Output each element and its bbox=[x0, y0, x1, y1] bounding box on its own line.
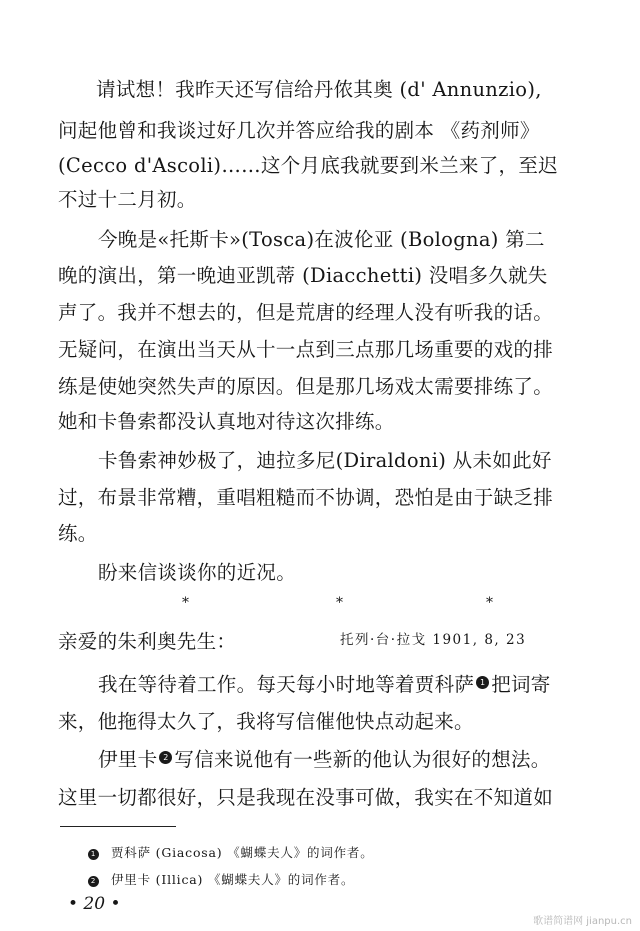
body-line-12: 过，布景非常糟，重唱粗糙而不协调，恐怕是由于缺乏排 bbox=[58, 486, 554, 509]
salutation: 亲爱的朱利奥先生： bbox=[58, 630, 237, 653]
footnote-marker: 1 bbox=[88, 849, 99, 860]
footnote-text: 伊里卡 (Illica) 《蝴蝶夫人》的词作者。 bbox=[111, 872, 355, 887]
body-line-11: 卡鲁索神妙极了，迪拉多尼(Diraldoni) 从未如此好 bbox=[98, 449, 552, 472]
site-watermark: 歌谱简谱网 jianpu.cn bbox=[533, 916, 632, 927]
footnote-marker: 2 bbox=[159, 751, 172, 764]
body-line-10: 她和卡鲁索都没认真地对待这次排练。 bbox=[58, 410, 395, 433]
body-line-13: 练。 bbox=[58, 522, 98, 545]
body-line-1: 请试想！我昨天还写信给丹侬其奥 (d' Annunzio), bbox=[96, 78, 542, 101]
body-line-8: 无疑问，在演出当天从十一点到三点那几场重要的戏的排 bbox=[58, 338, 554, 361]
page-number: • 20 • bbox=[68, 894, 121, 914]
footnote-2 bbox=[88, 871, 354, 889]
separator-star: * bbox=[182, 595, 189, 611]
footnote-text: 贾科萨 (Giacosa) 《蝴蝶夫人》的词作者。 bbox=[111, 845, 374, 860]
letter2-line-4: 这里一切都很好，只是我现在没事可做，我实在不知道如 bbox=[58, 786, 554, 809]
body-line-4: 不过十二月初。 bbox=[58, 188, 197, 211]
body-line-2: 问起他曾和我谈过好几次并答应给我的剧本 《药剂师》 bbox=[58, 119, 540, 142]
body-line-9: 练是使她突然失声的原因。但是那几场戏太需要排练了。 bbox=[58, 375, 554, 398]
letter2-line-3 bbox=[98, 746, 551, 774]
letter2-text: 我在等待着工作。每天每小时地等着贾科萨 bbox=[98, 673, 475, 696]
body-line-3: (Cecco d'Ascoli)……这个月底我就要到米兰来了，至迟 bbox=[58, 154, 558, 177]
letter2-line-1 bbox=[98, 671, 551, 699]
footnote-marker: 1 bbox=[476, 676, 489, 689]
body-line-14: 盼来信谈谈你的近况。 bbox=[98, 561, 297, 584]
letter2-text: 写信来说他有一些新的他认为很好的想法。 bbox=[174, 748, 551, 771]
dateline: 托列·台·拉戈 1901, 8, 23 bbox=[340, 632, 527, 648]
body-line-7: 声了。我并不想去的，但是荒唐的经理人没有听我的话。 bbox=[58, 301, 554, 324]
footnote-marker: 2 bbox=[88, 876, 99, 887]
section-separator bbox=[0, 596, 640, 616]
body-line-6: 晚的演出，第一晚迪亚凯蒂 (Diacchetti) 没唱多久就失 bbox=[58, 264, 548, 287]
separator-star: * bbox=[336, 595, 343, 611]
letter2-line-2: 来，他拖得太久了，我将写信催他快点动起来。 bbox=[58, 710, 474, 733]
letter2-text: 把词寄 bbox=[491, 673, 551, 696]
letter2-text: 伊里卡 bbox=[98, 748, 158, 771]
body-line-5: 今晚是«托斯卡»(Tosca)在波伦亚 (Bologna) 第二 bbox=[98, 228, 545, 251]
separator-star: * bbox=[486, 595, 493, 611]
footnote-1 bbox=[88, 844, 374, 862]
footnote-rule bbox=[60, 826, 176, 827]
